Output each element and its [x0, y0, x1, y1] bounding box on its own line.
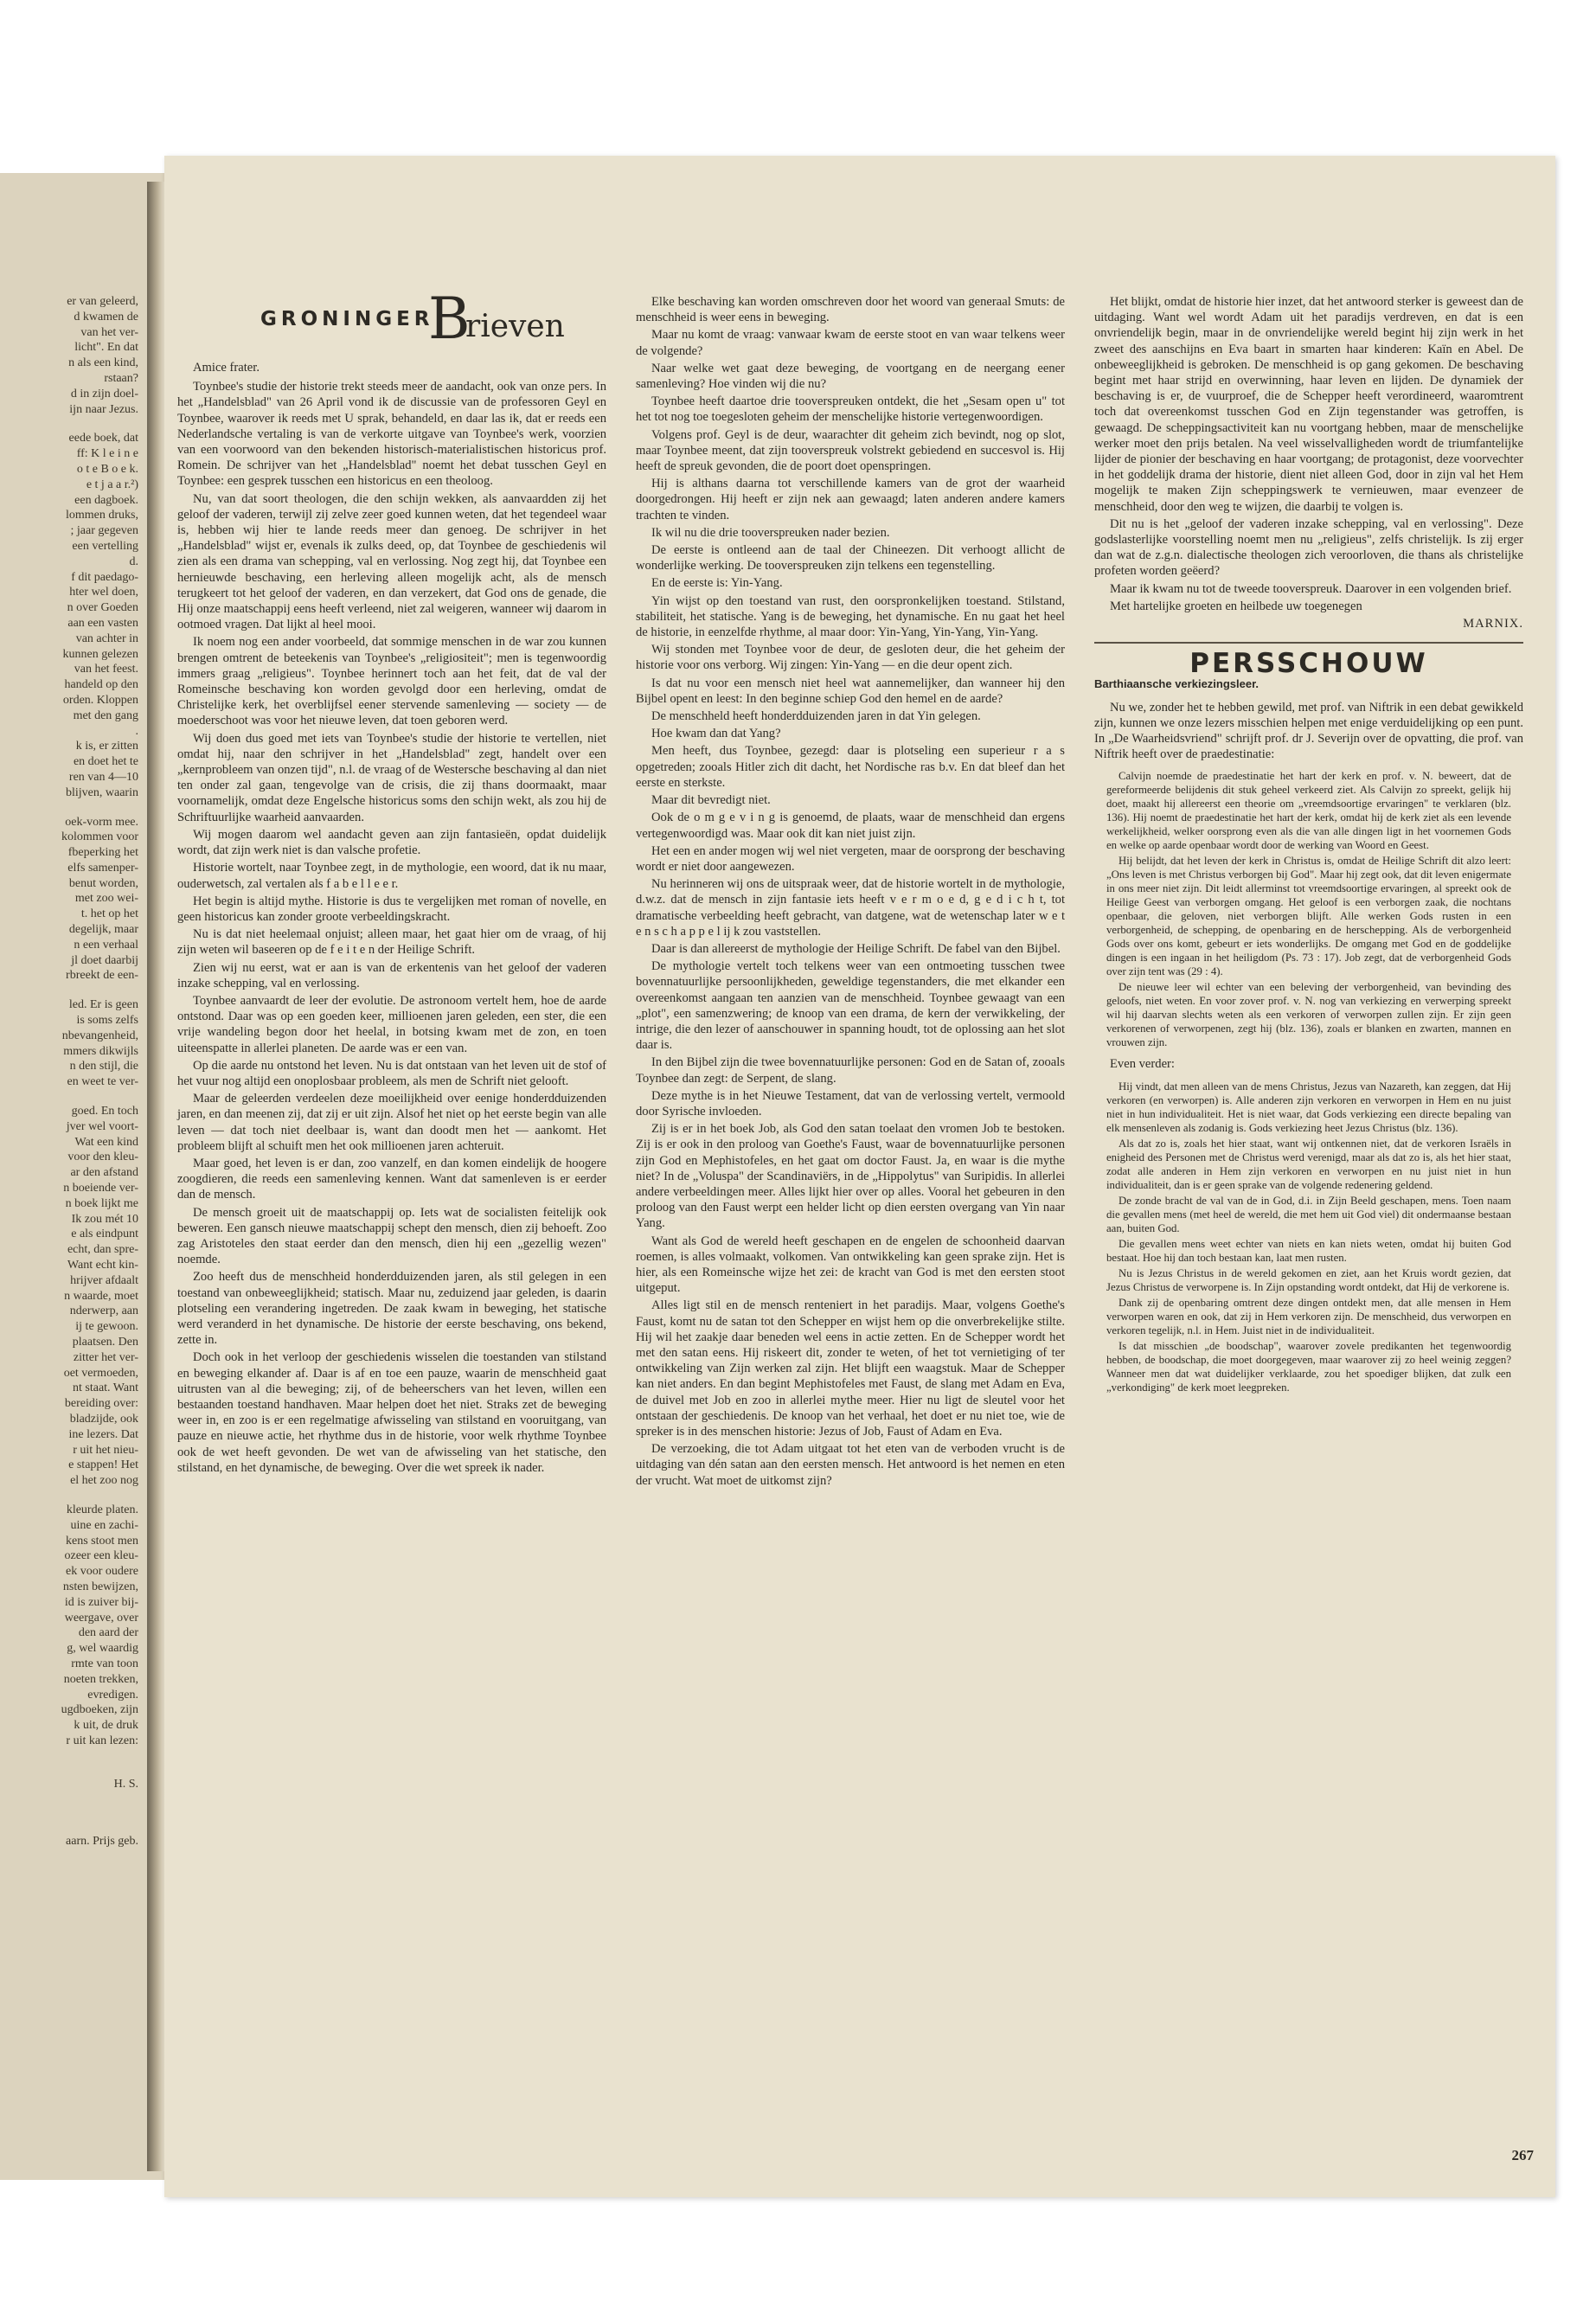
- paragraph: Yin wijst op den toestand van rust, den oorspronkelijken toestand. Stilstand, stabiliteit, het statische. Yang is de beweging, het dynamische. En nu gaat het heel de historie, in eenzelfde rhythme, al maar door: Yin-Yang, Yin-Yang, Yin-Yang.: [636, 593, 1065, 640]
- prev-page-line: lommen druks,: [66, 509, 138, 522]
- paragraph: En de eerste is: Yin-Yang.: [651, 576, 783, 591]
- prev-page-line: ugdboeken, zijn: [61, 1703, 138, 1717]
- paragraph: Het een en ander mogen wij wel niet vergeten, maar de oorsprong der beschaving wordt er niet door aangewezen.: [636, 843, 1065, 874]
- signature: MARNIX.: [1463, 617, 1523, 631]
- prev-page-line: echt, dan spre-: [67, 1243, 138, 1257]
- paragraph: Zien wij nu eerst, wat er aan is van de erkentenis van het geloof der vaderen inzake schepping, val en verlossing.: [177, 960, 606, 990]
- prev-page-line: en weet te ver-: [67, 1075, 138, 1089]
- paragraph: Daar is dan allereerst de mythologie der Heilige Schrift. De fabel van den Bijbel.: [651, 941, 1061, 956]
- prev-page-line: benut worden,: [68, 876, 138, 890]
- prev-page-line: licht". En dat: [74, 341, 138, 355]
- paragraph: De mensch groeit uit de maatschappij op. Iets wat de socialisten feitelijk ook beweren. Een gansch nieuwe maatschappij schept den mensch, dien zij behoeft. Zoo zag Aristoteles den staat eerder dan den mensch, dien hij een „gezellig wezen" noemde.: [177, 1205, 606, 1267]
- column-2-body: [636, 294, 1065, 1489]
- prev-page-line: ek voor oudere: [66, 1565, 138, 1579]
- prev-page-line: een vertelling: [72, 539, 138, 553]
- prev-page-line: e stappen! Het: [68, 1458, 138, 1472]
- prev-page-line: .: [135, 724, 138, 738]
- masthead-initial-b: B: [428, 285, 471, 352]
- section-divider: [1094, 642, 1523, 644]
- prev-page-line: e als eindpunt: [71, 1227, 138, 1241]
- paragraph: Maar ik kwam nu tot de tweede tooverspreuk. Daarover in een volgenden brief.: [1110, 581, 1512, 596]
- prev-page-line: rstaan?: [104, 371, 138, 385]
- prev-page-line: el het zoo nog: [70, 1474, 138, 1488]
- prev-page-line: is soms zelfs: [76, 1014, 138, 1028]
- paragraph: Doch ook in het verloop der geschiedenis wisselen die toestanden van stilstand en beweging elkander af. Daar is af en toe een pauze, waarin de menschheid gaat uitrusten van al die beweging; zij, of de beheerschers van het leven, willen een bestaanden toestand handhaven. Maar helpen doet het niet. Straks zet de beweging weer in, en zoo is er een regelmatige afwisseling van stilstand en vooruitgang, van pauze en nieuwe actie, het rhythme dus in de historie, voor welk rhythme Toynbee ook de wet heeft gevonden. De wet van de afwisseling van het statische, den stilstand, en het dynamische, de beweging. Over die wet spreek ik nader.: [177, 1350, 606, 1475]
- prev-page-line: k is, er zitten: [75, 740, 138, 753]
- prev-page-line: e t j a a r.²): [86, 478, 138, 491]
- prev-page-line: aan een vasten: [67, 616, 138, 630]
- prev-page-line: r uit het nieu-: [73, 1443, 138, 1457]
- paragraph: De verzoeking, die tot Adam uitgaat tot het eten van de verboden vrucht is de uitdaging van dén satan aan den eersten mensch. Het antwoord is het nemen en eten der vrucht. Wat moet de uitkomst zijn?: [636, 1442, 1065, 1488]
- prev-page-line: noeten trekken,: [63, 1672, 138, 1686]
- prev-page-line: Ik zou mét 10: [71, 1212, 138, 1226]
- paragraph: Ook de o m g e v i n g is genoemd, de plaats, waar de menschheid dan ergens vertegenwoordigd was. Maar ook dit kan niet juist zijn.: [636, 811, 1065, 841]
- prev-page-line: led. Er is geen: [68, 998, 138, 1012]
- paragraph: Naar welke wet gaat deze beweging, de voortgang en de neergang eener samenleving? Hoe vinden wij die nu?: [636, 361, 1065, 392]
- prev-page-line: nsten bewijzen,: [62, 1580, 138, 1593]
- prev-page-line: d in zijn doel-: [70, 387, 138, 401]
- paragraph: De menschheld heeft honderdduizenden jaren in dat Yin gelegen.: [651, 709, 981, 724]
- prev-page-line: n een verhaal: [74, 938, 138, 952]
- paragraph: Maar dit bevredigt niet.: [651, 793, 771, 808]
- paragraph: Het blijkt, omdat de historie hier inzet, dat het antwoord sterker is geweest dan de uitdaging. Want wel wordt Adam uit het paradijs verdreven, en dat is een onvriendelijk begin, maar in de onvriendelijke wereld begint hij zijn werk in het zweet des aanschijns en Eva baart in smarten haar kinderen: Kaïn en Abel. De onbeweeglijkheid is gebroken. De menschheid is op gang gekomen. De beschaving begint met haar strijd en overwinning, haar leven en lijden. De dynamiek der beschaving is er, de vuurproef, die de Schepper heeft verordineerd, waaromtrent toch dat overeenkomst tusschen God en Zijn tegenstander was getroffen, is gewaagd. De scheppingsactiviteit kan nu voortgang hebben, maar de menschelijke werker moet den prijs betalen. Na veel wisselvalligheden wordt de triumfantelijke lijder de pionier der beschaving en haar voortgang; de protagonist, deze voorvechter in het goddelijk drama der historie, dient niet alleen God, door in zijn val het Hem mogelijk te maken Zijn scheppingswerk te vernieuwen, maar evenzeer de menschheid, door den weg te wijzen, die daarbij te volgen is.: [1094, 295, 1523, 514]
- column-2: [636, 294, 1065, 2033]
- prev-page-line: ren van 4—10: [68, 770, 138, 784]
- paragraph: Deze mythe is in het Nieuwe Testament, dat van de verlossing vertelt, vermoold door Syrische invloeden.: [636, 1088, 1065, 1118]
- prev-page-line: n den stijl, die: [69, 1060, 138, 1074]
- prev-page-line: ozeer een kleu-: [64, 1549, 138, 1563]
- masthead: [177, 285, 606, 356]
- paragraph: Dank zij de openbaring omtrent deze dingen ontdekt men, dat alle mensen in Hem verworpen waren en ook, dat zij in Hem verkoren zijn. De menschheid, dus verworpen en verkoren tegelijk, n.l. in Hem. Juist niet in de individualiteit.: [1106, 1296, 1511, 1336]
- paragraph: Hij is althans daarna tot verschillende kamers van de grot der waarheid doorgedrongen. Hij heeft er zijn nek aan gewaagd; laten anderen andere kamers trachten te vinden.: [636, 477, 1065, 522]
- paragraph: Toynbee aanvaardt de leer der evolutie. De astronoom vertelt hem, hoe de aarde ontstond. Daar was op een goeden keer, millioenen jaren geleden, een ster, die een vrije wandeling begon door het heelal, in botsing kwam met de zon, en toen uiteenspatte in allerlei planeten. De aarde was er een van.: [177, 993, 606, 1055]
- prev-page-line: orden. Kloppen: [62, 693, 138, 707]
- prev-page-line: handeld op den: [64, 678, 138, 692]
- paragraph: De eerste is ontleend aan de taal der Chineezen. Dit verhoogt allicht de wonderlijke werking. De tooverspreuken zijn telkens een tegenstelling.: [636, 543, 1065, 574]
- prev-page-line: kleurde platen.: [66, 1503, 138, 1516]
- prev-page-line: ar den afstand: [70, 1166, 138, 1180]
- prev-page-line: met den gang: [73, 708, 138, 722]
- newspaper-page: [164, 156, 1555, 2197]
- paragraph: Die gevallen mens weet echter van niets en kan niets weten, omdat hij buiten God bestaat. Hoe hij dan toch bestaan kan, laat men rusten.: [1106, 1237, 1511, 1264]
- prev-page-line: [0, 1792, 138, 1806]
- prev-page-line: k uit, de druk: [74, 1719, 138, 1733]
- paragraph: Men heeft, dus Toynbee, gezegd: daar is plotseling een superieur r a s opgetreden; zooals Hitler zich dit dacht, het Nordische ras b.v. En dat bleef dan het eerste en sterkste.: [636, 744, 1065, 790]
- prev-page-line: oek-vorm mee.: [65, 815, 138, 829]
- quote-block-2: [1106, 1080, 1511, 1394]
- paragraph: Historie wortelt, naar Toynbee zegt, in de mythologie, een woord, dat ik nu maar, ouderwetsch, zal vertalen als f a b e l l e e r.: [177, 861, 606, 891]
- paragraph: Toynbee heeft daartoe drie tooverspreuken ontdekt, die het „Sesam open u" tot het tot nog toe toegesloten geheim der menschelijke historie vertegenwoordigen.: [636, 394, 1065, 425]
- prev-page-line: den aard der: [78, 1626, 138, 1640]
- prev-page-line: blijven, waarin: [66, 785, 138, 799]
- prev-page-line: oet vermoeden,: [63, 1366, 138, 1380]
- prev-page-line: t. het op het: [80, 907, 138, 921]
- column-3-body: [1094, 294, 1523, 614]
- prev-page-line: n boeiende ver-: [63, 1182, 138, 1195]
- paragraph: De mythologie vertelt toch telkens weer van een ontmoeting tusschen twee bovennatuurlijke persoonlijkheden, geweldige tegenstanders, die met elkander een overeenkomst aangaan ten aanzien van de menschheid. Toynbee gewaagt van een „plot", een samenzwering; de knoop van een drama, de kern der verwikkeling, der intrige, die den lezer of aanschouwer in spanning houdt, tot de oplossing aan het slot daar is.: [636, 959, 1065, 1053]
- prev-page-line: goed. En toch: [71, 1105, 138, 1118]
- prev-page-line: H. S.: [113, 1777, 138, 1791]
- prev-page-line: ij te gewoon.: [75, 1320, 138, 1334]
- paragraph: Want als God de wereld heeft geschapen en de engelen de schoonheid daarvan roemen, is alles volmaakt, volkomen. Van ontwikkeling kan geen sprake zijn. Het is hier, als een Romeinsche wijze het zei: de kracht van God is met den eersten stoot uitgeput.: [636, 1234, 1065, 1296]
- column-1-body: [177, 379, 606, 1476]
- prev-page-line: elfs samenper-: [67, 861, 138, 875]
- column-1: [177, 285, 606, 2033]
- prev-page-line: o t e B o e k.: [76, 462, 138, 476]
- prev-page-line: fbeperking het: [67, 846, 138, 860]
- prev-page-line: weergave, over: [64, 1611, 138, 1625]
- paragraph: Maar nu komt de vraag: vanwaar kwam de eerste stoot en van waar telkens weer de volgende?: [636, 328, 1065, 358]
- prev-page-line: g, wel waardig: [67, 1642, 138, 1656]
- paragraph: Wij stonden met Toynbee voor de deur, de gesloten deur, die het geheim der historie voor ons verborg. Wij zingen: Yin-Yang — en die deur opent zich.: [636, 643, 1065, 673]
- prev-page-line: nderwerp, aan: [69, 1304, 138, 1318]
- paragraph: Is dat nu voor een mensch niet heel wat aannemelijker, dan wanneer hij den Bijbel opent en leest: In den beginne schiep God den hemel en de aarde?: [636, 676, 1065, 706]
- prev-page-line: mmers dikwijls: [63, 1044, 138, 1058]
- prev-page-line: [0, 1489, 138, 1503]
- paragraph: Volgens prof. Geyl is de deur, waarachter dit geheim zich bevindt, nog op slot, maar Toynbee meent, dat zijn tooverspreuk volstrekt gebiedend en succesvol is. Hij heeft de spreuk gevonden, die de poort doet openspringen.: [636, 427, 1065, 474]
- prev-page-line: ijn naar Jezus.: [69, 402, 138, 416]
- prev-page-line: er van geleerd,: [67, 295, 138, 308]
- persschouw-between: Even verder:: [1110, 1057, 1175, 1072]
- persschouw-subheading: Barthiaansche verkiezingsleer.: [1094, 677, 1259, 691]
- paragraph: Zoo heeft dus de menschheid honderdduizenden jaren, als stil gelegen in een toestand van onbeweeglijkheid; statisch. Maar nu, zeduizend jaar geleden, is daarin plotseling een verandering ingetreden. De zaak kwam in beweging, het statische werd veranderd in het dynamische. De historie der eerste beschaving, ons bekend, zette in.: [177, 1270, 606, 1348]
- paragraph: Wij mogen daarom wel aandacht geven aan zijn fantasieën, opdat duidelijk wordt, dat zijn werk niet is dan valsche profetie.: [177, 827, 606, 858]
- paragraph: Is dat misschien „de boodschap", waarover zovele predikanten het tegenwoordig hebben, de boodschap, die moet doorgegeven, maar waarover zij zo heel weinig zeggen? Wanneer men dat wat duidelijker verklaarde, zou het spoediger blijken, dat zulk een „verkondiging" de kerk moet leegpreken.: [1106, 1339, 1511, 1394]
- paragraph: Elke beschaving kan worden omschreven door het woord van generaal Smuts: de menschheid is weer eens in beweging.: [636, 295, 1065, 325]
- prev-page-line: nbevangenheid,: [61, 1029, 138, 1042]
- prev-page-line: r uit kan lezen:: [66, 1734, 138, 1747]
- prev-page-line: bladzijde, ook: [69, 1412, 138, 1426]
- prev-page-line: ff: K l e i n e: [76, 447, 138, 461]
- paragraph: Maar de geleerden verdeelen deze moeilijkheid over eenige honderdduizenden jaren, en dan meenen zij, dat zij er uit zijn. Alsof het niet op het eerste begin van alle leven — dat toch niet deelbaar is, want dan doodt men het — aankomt. Het probleem blijft al schuift men het ook millioenen jaren achteruit.: [177, 1092, 606, 1153]
- prev-page-line: van het ver-: [80, 325, 138, 339]
- prev-page-line: degelijk, maar: [68, 923, 138, 937]
- paragraph: De nieuwe leer wil echter van een beleving der verborgenheid, van bevinding des geloofs, niet weten. En voor zover prof. v. N. nog van verkiezing en verwerping spreekt wil hij daarvan slechts weten als een verkoren of verworpen zullen zijn. Er zijn geen verkorenen of verworpenen, zegt hij (blz. 136), zoals er blanken en zwarten, mannen en vrouwen zijn.: [1106, 981, 1511, 1049]
- prev-page-line: plaatsen. Den: [72, 1336, 138, 1349]
- prev-page-line: [0, 1806, 138, 1820]
- paragraph: Ik wil nu die drie tooverspreuken nader bezien.: [651, 525, 890, 540]
- prev-page-line: aarn. Prijs geb.: [66, 1834, 138, 1848]
- column-3: [1094, 294, 1523, 2033]
- prev-page-line: n boek lijkt me: [65, 1196, 138, 1210]
- prev-page-line: rmte van toon: [71, 1657, 138, 1670]
- prev-page-line: [0, 417, 138, 431]
- prev-page-line: d.: [129, 554, 138, 568]
- paragraph: Maar goed, het leven is er dan, zoo vanzelf, en dan komen eindelijk de hoogere zoogdieren, die reeds een samenleving kennen. Want dat samenleven is er eerder dan de mensch.: [177, 1156, 606, 1202]
- prev-page-line: kolommen voor: [61, 830, 138, 844]
- paragraph: Hij belijdt, dat het leven der kerk in Christus is, omdat de Heilige Schrift dit alzo leert: „Ons leven is met Christus verborgen bij God". Maar hij zegt ook, dat dit leven enigermate in ons meer niet zijn. Dit leidt allerminst tot vreemdsoortige ervaringen, al spreekt ook de Heilige Geest van verborgen omgang. Het geloof is een verborgen zaak, die nochtans openbaar, die geloven, niet verborgen blijft. Alle werken Gods rusten in een verborgenheid, de schepping, de openbaring en de herschepping. Als de verborgenheid Gods over ons komt, gebeurt er iets wonderlijks. De omgang met God en de goddelijke dingen is een ingaan in het heiligdom (Ps. 73 : 17). Job zegt, dat de verborgenheid Gods over zijn tent was (29 : 4).: [1106, 855, 1511, 978]
- persschouw-heading: PERSSCHOUW: [1189, 648, 1428, 680]
- paragraph: Toynbee's studie der historie trekt steeds meer de aandacht, ook van onze pers. In het „Handelsblad" van 26 April vond ik de discussie van de professoren Geyl en Toynbee, waarover ik reeds met U sprak, behandeld, en daar las ik, dat er reeds een Nederlandsche vertaling is van de verkorte uitgave van Toynbee's werk, voorzien van een voorwoord van den bekenden historisch-materialistischen historicus prof. Romein. De schrijver van het „Handelsblad" noemt het debat tusschen Geyl en Toynbee: een gesprek tusschen een historicus en een theoloog.: [177, 380, 606, 489]
- prev-page-line: id is zuiver bij-: [64, 1595, 138, 1609]
- persschouw-intro: Nu we, zonder het te hebben gewild, met prof. van Niftrik in een debat gewikkeld zijn, kunnen we onze lezers misschien helpen met enige verduidelijking op een punt. In „De Waarheidsvriend" schrijft prof. dr J. Severijn over de opvatting, die prof. van Niftrik heeft over de praedestinatie:: [1094, 700, 1523, 762]
- paragraph: In den Bijbel zijn die twee bovennatuurlijke personen: God en de Satan of, zooals Toynbee dan zegt: de Serpent, de slang.: [636, 1055, 1065, 1086]
- prev-page-line: ine lezers. Dat: [68, 1427, 138, 1441]
- prev-page-line: kens stoot men: [66, 1534, 138, 1548]
- paragraph: Het begin is altijd mythe. Historie is dus te vergelijken met roman of novelle, en geen historicus kan zonder groote verbeeldingskracht.: [177, 894, 606, 924]
- prev-page-line: n als een kind,: [68, 356, 138, 370]
- paragraph: Zij is er in het boek Job, als God den satan toelaat den vromen Job te bestoken. Zij is er ook in den proloog van Goethe's Faust, waar de bovennatuurlijke personen zijn God en Mephistofeles, en het gaat om doctor Faust. Ja, en waar is die mythe niet? In de „Voluspa" der Scandinaviërs, in de „Hippolytus" van Suripidis. In allerlei andere verbeeldingen meer. Alles lijkt hier over op alles. Vooral het gebeuren in den proloog van den Faust werpt een helder licht op dien eersten overgang van Yin naar Yang.: [636, 1122, 1065, 1231]
- prev-page-line: nt staat. Want: [73, 1381, 138, 1395]
- prev-page-line: d kwamen de: [74, 310, 138, 324]
- paragraph: Calvijn noemde de praedestinatie het hart der kerk en prof. v. N. beweert, dat de gereformeerde belijdenis dit stuk geheel verkeerd ziet. Als Calvijn zo spreekt, gelijk hij doet, maakt hij allereerst een theorie om „vreemdsoortige ervaringen" te verklaren (blz. 136). Hij noemt de praedestinatie het hart der kerk, omdat hij de kerk ziet als een levende werkelijkheid, welker oorsprong even als die van alle dingen ligt in het voornemen Gods en welke op aarde openbaar wordt door de werking van Woord en Geest.: [1106, 770, 1511, 852]
- paragraph: Dit nu is het „geloof der vaderen inzake schepping, val en verlossing". Deze godslasterlijke voorstelling noemt men nu „religieus", zelfs christelijk. Is zij erger dan wat de z.g.n. dialectische theologen zich veroorloven, die thans als christelijke profeten worden geëerd?: [1094, 516, 1523, 579]
- prev-page-line: jl doet daarbij: [71, 953, 138, 967]
- prev-page-line: rbreekt de een-: [66, 969, 138, 983]
- paragraph: Nu is dat niet heelemaal onjuist; alleen maar, het gaat hier om de vraag, of hij zijn weten wil baseeren op de f e i t e n der Heilige Schrift.: [177, 927, 606, 958]
- prev-page-line: met zoo wei-: [74, 892, 138, 906]
- paragraph: Hij vindt, dat men alleen van de mens Christus, Jezus van Nazareth, kan zeggen, dat Hij verkoren (en verworpen) is. Alle anderen zijn verkoren en verworpen in Hem en nu juist niet in hun individualiteit. Het is niet waar, dat Gods verkiezing een directe bepaling van elk mensenleven als zodanig is. Gods verkiezing heet Jezus Christus (blz. 136).: [1106, 1080, 1511, 1134]
- prev-page-line: f dit paedago-: [71, 570, 138, 584]
- prev-page-line: evredigen.: [87, 1688, 138, 1702]
- prev-page-line: van achter in: [75, 631, 138, 645]
- prev-page-line: bereiding over:: [64, 1397, 138, 1411]
- prev-page-line: en doet het te: [73, 755, 138, 769]
- paragraph: Met hartelijke groeten en heilbede uw toegenegen: [1110, 599, 1362, 613]
- paragraph: Nu is Jezus Christus in de wereld gekomen en ziet, aan het Kruis wordt gezien, dat Jezus Christus de verworpene is. In Zijn opstanding wordt ontdekt, dat Hij de verkorene is.: [1106, 1266, 1511, 1293]
- prev-page-line: [0, 1763, 138, 1777]
- prev-page-line: uine en zachi-: [70, 1518, 138, 1532]
- prev-page-line: ; jaar gegeven: [70, 524, 138, 538]
- paragraph: Als dat zo is, zoals het hier staat, want wij ontkennen niet, dat de verkoren Israëls in enigheid des Personen met de Christus werd verenigd, maar als dat zo is, als het hier staat, zodat alle anderen in Hem zijn verkoren en verworpen en nu juist niet in hun individualiteit, dan is er geen sprake van de volgende redenering geldend.: [1106, 1137, 1511, 1191]
- prev-page-line: een dagboek.: [74, 493, 138, 507]
- paragraph: De zonde bracht de val van de in God, d.i. in Zijn Beeld geschapen, mens. Toen naam die gevallen mens (met heel de wereld, die met hem uit God viel) dit ondermaanse bestaan aan, buiten God.: [1106, 1194, 1511, 1234]
- paragraph: Nu herinneren wij ons de uitspraak weer, dat de historie wortelt in de mythologie, d.w.z. dat de mensch in zijn fantasie iets heeft v e r m o e d, g e d i c h t, tot dramatische verbeelding heeft gebracht, van datgene, wat de wetenschap later w e t e n s c h a p p e l ij k zou vaststellen.: [636, 877, 1065, 939]
- paragraph: Op die aarde nu ontstond het leven. Nu is dat ontstaan van het leven uit de stof of het vuur nog altijd een onoplosbaar probleem, als men de Schrift niet gelooft.: [177, 1058, 606, 1088]
- page-gutter: [147, 182, 164, 2171]
- prev-page-line: van het feest.: [74, 663, 138, 676]
- prev-page-line: Wat een kind: [74, 1135, 138, 1149]
- prev-page-line: hter wel doen,: [69, 586, 138, 599]
- prev-page-line: n waarde, moet: [64, 1289, 138, 1303]
- prev-page-line: eede boek, dat: [68, 432, 138, 445]
- prev-page-line: [0, 801, 138, 815]
- page-number: 267: [1511, 2147, 1534, 2163]
- quote-block-1: [1106, 769, 1511, 1049]
- previous-page-column: [0, 294, 138, 2041]
- paragraph: Ik noem nog een ander voorbeeld, dat sommige menschen in de war zou kunnen brengen omtrent de beteekenis van Toynbee's „religiositeit"; men is tegenwoordig immers graag „religieus". Toynbee herinnert toch aan het feit, dat de val der Romeinsche beschaving kon worden gevolgd door een herleving, omdat de Christelijke kerk, het overblijfsel eener stervende samenleving — society — de moederschoot was voor het nieuwe leven, dat toen geboren werd.: [177, 635, 606, 728]
- paragraph: Nu, van dat soort theologen, die den schijn wekken, als aanvaardden zij het geloof der vaderen, terwijl zij zelve zeer goed kunnen weten, dat het tegendeel waar is, hebben wij hier te lande reeds meer dan genoeg. De schrijver in het „Handelsblad" wijst er, evenals ik zulks deed, op, dat Toynbee de geschiedenis wil zien als een drama van schepping, val en verlossing. Nog zegt hij, dat Toynbee een hernieuwde beschaving, een herleving alleen mogelijk acht, als de mensch terugkeert tot het geloof der vaderen, en dan verzekert, dat God ons de genade, die Hij onze maatschappij eens heeft verleend, niet zal weigeren, wanneer wij daarom in ootmoed vragen. Dat lijkt al heel mooi.: [177, 491, 606, 632]
- masthead-word-groninger: GRONINGER: [260, 308, 434, 330]
- prev-page-line: [0, 1820, 138, 1834]
- prev-page-line: jver wel voort-: [66, 1119, 138, 1133]
- salutation: Amice frater.: [193, 361, 260, 375]
- paragraph: Alles ligt stil en de mensch renteniert in het paradijs. Maar, volgens Goethe's Faust, komt nu de satan tot den Schepper en wijst hem op die onverbrekelijke stilte. Hij wil het zaakje daar beneden wel eens in actie zetten. En de Schepper wordt het met den satan eens. Hij riskeert dit, zonder te weten, of het tot vernietiging of ter ontwikkeling van Zijn werken zal zijn. Het blijft een waagstuk. Maar de Schepper kan niet anders. En dan begint Mephistofeles met Faust, de slang met Adam en Eva, de duivel met Job en zoo in allerlei mythe meer. Hier nu ligt de sleutel voor het ontstaan der geschiedenis. De knoop van het verhaal, het doet er nu niet toe, wie de spreker is in des menschen historie: Jezus of Job, Faust of Adam en Eva.: [636, 1298, 1065, 1439]
- prev-page-line: [0, 984, 138, 997]
- paragraph: Hoe kwam dan dat Yang?: [651, 727, 781, 741]
- prev-page-line: voor den kleu-: [67, 1150, 138, 1164]
- masthead-word-rieven: rieven: [465, 309, 565, 344]
- prev-page-line: Want echt kin-: [67, 1259, 138, 1272]
- prev-page-line: kunnen gelezen: [62, 647, 138, 661]
- prev-page-line: zitter het ver-: [73, 1350, 138, 1364]
- prev-page-line: [0, 1749, 138, 1763]
- prev-page-line: n over Goeden: [67, 601, 138, 615]
- paragraph: Wij doen dus goed met iets van Toynbee's studie der historie te vertellen, niet omdat hij, naar den schrijver in het „Handelsblad" zegt, handelt over een „kernprobleem van onzen tijd", n.l. de vraag of de Westersche beschaving al dan niet ten onder zal gaan, tengevolge van de crisis, die zij thans doormaakt, maar voornamelijk, omdat deze Engelsche historicus soms den schijn wekt, als zou hij de Schriftuurlijke waarheid aanvaarden.: [177, 731, 606, 824]
- prev-page-line: [0, 1090, 138, 1104]
- prev-page-line: hrijver afdaalt: [70, 1273, 138, 1287]
